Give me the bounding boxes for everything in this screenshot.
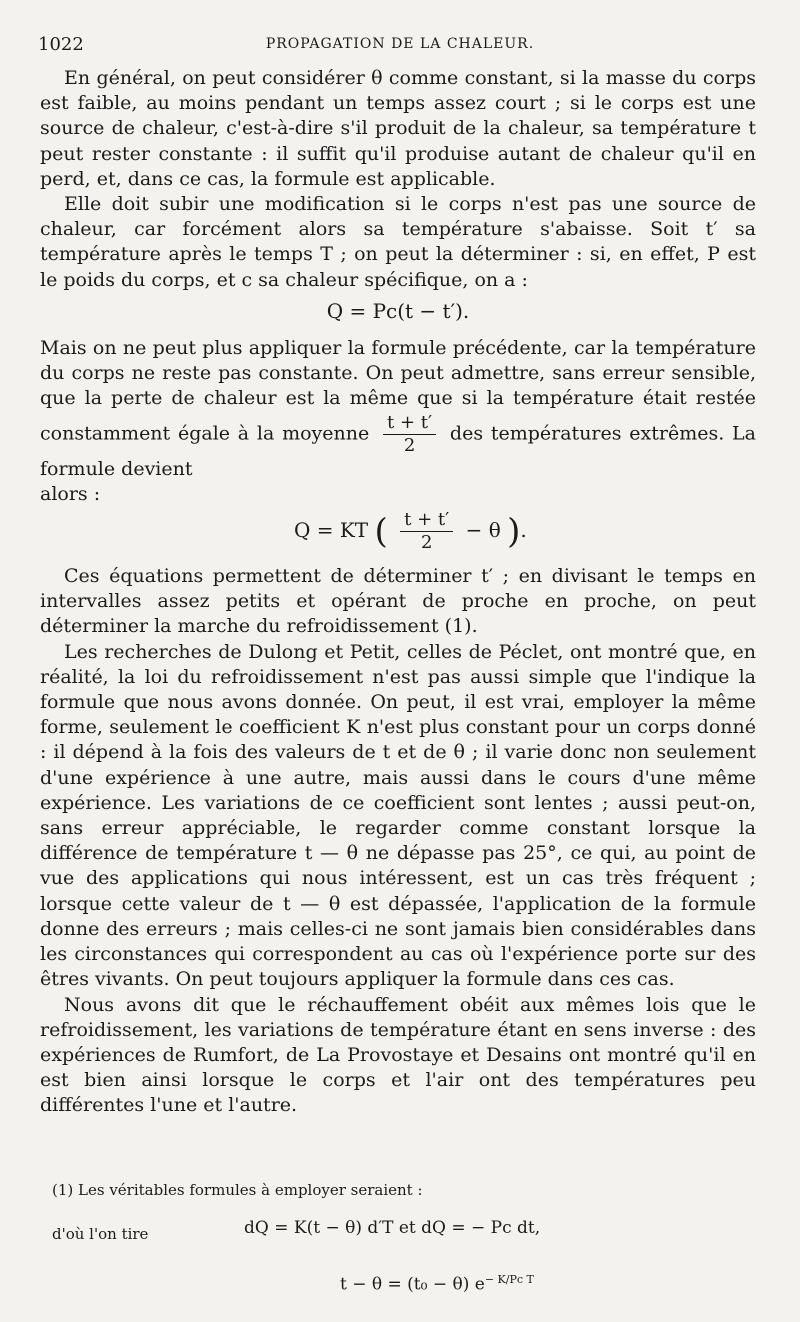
footnote-equation-row [52,1218,752,1260]
page-number: 1022 [38,34,84,55]
footnote-equation-b-exponent: − K/Pc T [484,1273,534,1286]
footnote-1: (1) Les véritables formules à employer seraient : [52,1181,423,1199]
footnotes [52,1180,752,1295]
paragraph-4: Ces équations permettent de déterminer t′ ; en divisant le temps en intervalles assez petits et opérant de proche en proche, on peut déterminer la marche du refroidissement (1). [40,565,756,638]
paragraph-3 [40,336,756,482]
equation-2-numerator: t + t′ [400,509,453,532]
paragraph-5: Les recherches de Dulong et Petit, celles de Péclet, ont montré que, en réalité, la loi du refroidissement n'est pas aussi simple que l'indique la formule que nous avons donnée. On peut, il est vrai, employer la même forme, seulement le coefficient K n'est plus constant pour un corps donné : il dépend à la fois des valeurs de t et de θ ; il varie donc non seulement d'une expérience à une autre, mais aussi dans le cours d'une même expérience. Les variations de ce coefficient sont lentes ; aussi peut-on, sans erreur appréciable, le regarder comme constant lorsque la différence de température t — θ ne dépasse pas 25°, ce qui, au point de vue des applications qui nous intéressent, est un cas très fréquent ; lorsque cette valeur de t — θ est dépassée, l'application de la formule donne des erreurs ; mais celles-ci ne sont jamais bien considérables dans les circonstances qui correspondent au cas où l'expérience porte sur des êtres vivants. On peut toujours appliquer la formule dans ces cas. [40,640,756,991]
right-paren: ) [507,511,521,552]
equation-2-lhs: Q = KT [294,518,369,543]
footnote-lead-text: d'où l'on tire [52,1225,149,1243]
paragraph-2: Elle doit subir une modification si le corps n'est pas une source de chaleur, car forcément alors sa température s'abaisse. Soit t′ sa température après le temps T ; on peut la déterminer : si, en effet, P est le poids du corps, et c sa chaleur spécifique, on a : [40,193,756,291]
footnote-equation-b [340,1270,752,1295]
equation-2: Q = KT ( $\frac{t + t'}{2}$ − θ ). [294,509,527,554]
paragraph-1: En général, on peut considérer θ comme constant, si la masse du corps est faible, au moins pendant un temps assez court ; si le corps est une source de chaleur, c'est-à-dire s'il produit de la chaleur, sa température t peut rester constante : il suffit qu'il produise autant de chaleur qu'il en perd, et, dans ce cas, la formule est applicable. [40,67,756,190]
footnote-equation-b-base: t − θ = (t₀ − θ) e [340,1274,485,1295]
page-header [38,34,762,58]
equation-1: Q = Pc(t − t′). [326,298,470,323]
paragraph-6: Nous avons dit que le réchauffement obéit aux mêmes lois que le refroidissement, les variations de température étant en sens inverse : des expériences de Rumfort, de La Provostaye et Desains ont montré qu'il en est bien ainsi lorsque le corps et l'air ont des températures peu différentes l'une et l'autre. [40,993,756,1117]
mean-fraction-denominator: 2 [403,434,416,456]
running-title: PROPAGATION DE LA CHALEUR. [265,36,535,52]
equation-2-denominator: 2 [420,532,433,554]
paragraph-3-continuation: alors : [40,482,101,505]
left-paren: ( [374,511,388,552]
paragraph-3-text-a: Mais on ne peut plus appliquer la formule précédente, car la température du corps ne reste pas constante. On peut admettre, sans erreur sensible, que la perte de chaleur est la même que si la température était restée constamment égale à la moyenne [40,337,756,445]
mean-fraction-numerator: t + t′ [383,412,436,435]
paragraph-3-text-b: des températures extrêmes. La formule devient [40,422,756,480]
mean-fraction [383,412,436,457]
equation-2-tail: − θ [465,518,501,543]
page-body [40,66,756,1119]
footnote-equation-a: dQ = K(t − θ) d′T et dQ = − Pc dt, [244,1218,541,1238]
equation-2-fraction [400,509,453,554]
